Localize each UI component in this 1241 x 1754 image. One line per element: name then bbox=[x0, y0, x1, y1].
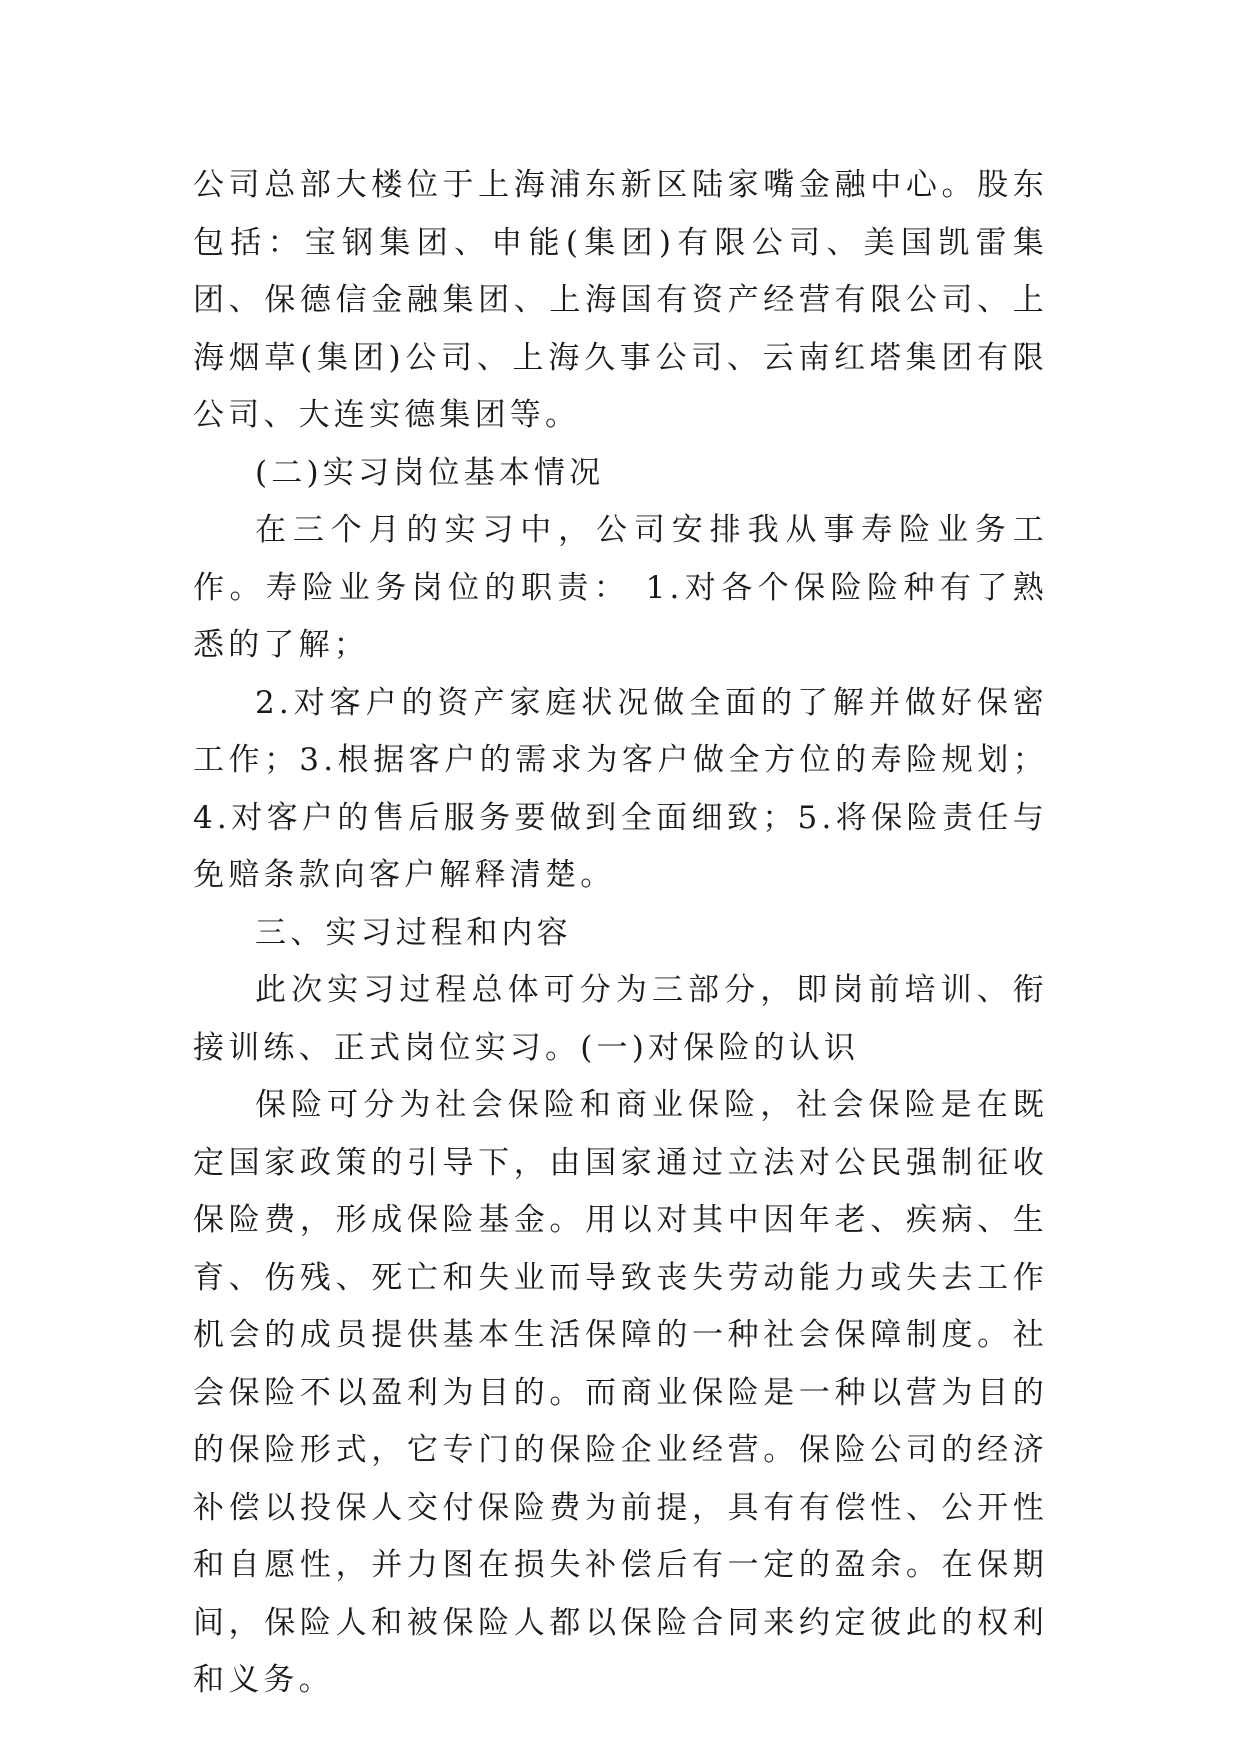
document-body bbox=[193, 157, 1048, 1710]
paragraph-shareholders: 公司总部大楼位于上海浦东新区陆家嘴金融中心。股东包括：宝钢集团、申能(集团)有限公司、美国凯雷集团、保德信金融集团、上海国有资产经营有限公司、上海烟草(集团)公司、上海久事公司、云南红塔集团有限公司、大连实德集团等。 bbox=[193, 167, 1048, 433]
paragraph-process-overview: 此次实习过程总体可分为三部分，即岗前培训、衔接训练、正式岗位实习。(一)对保险的认识 bbox=[193, 972, 1048, 1066]
paragraph-position-duties: 在三个月的实习中，公司安排我从事寿险业务工作。寿险业务岗位的职责： 1.对各个保险险种有了熟悉的了解； bbox=[193, 512, 1048, 663]
paragraph-insurance-understanding: 保险可分为社会保险和商业保险，社会保险是在既定国家政策的引导下，由国家通过立法对公民强制征收保险费，形成保险基金。用以对其中因年老、疾病、生育、伤残、死亡和失业而导致丧失劳动能力或失去工作机会的成员提供基本生活保障的一种社会保障制度。社会保险不以盈利为目的。而商业保险是一种以营为目的的保险形式，它专门的保险企业经营。保险公司的经济补偿以投保人交付保险费为前提，具有有偿性、公开性和自愿性，并力图在损失补偿后有一定的盈余。在保期间，保险人和被保险人都以保险合同来约定彼此的权利和义务。 bbox=[193, 1087, 1048, 1698]
paragraph-duties-list: 2.对客户的资产家庭状况做全面的了解并做好保密工作；3.根据客户的需求为客户做全方位的寿险规划；4.对客户的售后服务要做到全面细致；5.将保险责任与免赔条款向客户解释清楚。 bbox=[193, 684, 1048, 893]
section-heading-position-overview: (二)实习岗位基本情况 bbox=[255, 454, 605, 491]
section-heading-internship-process: 三、实习过程和内容 bbox=[255, 914, 572, 951]
